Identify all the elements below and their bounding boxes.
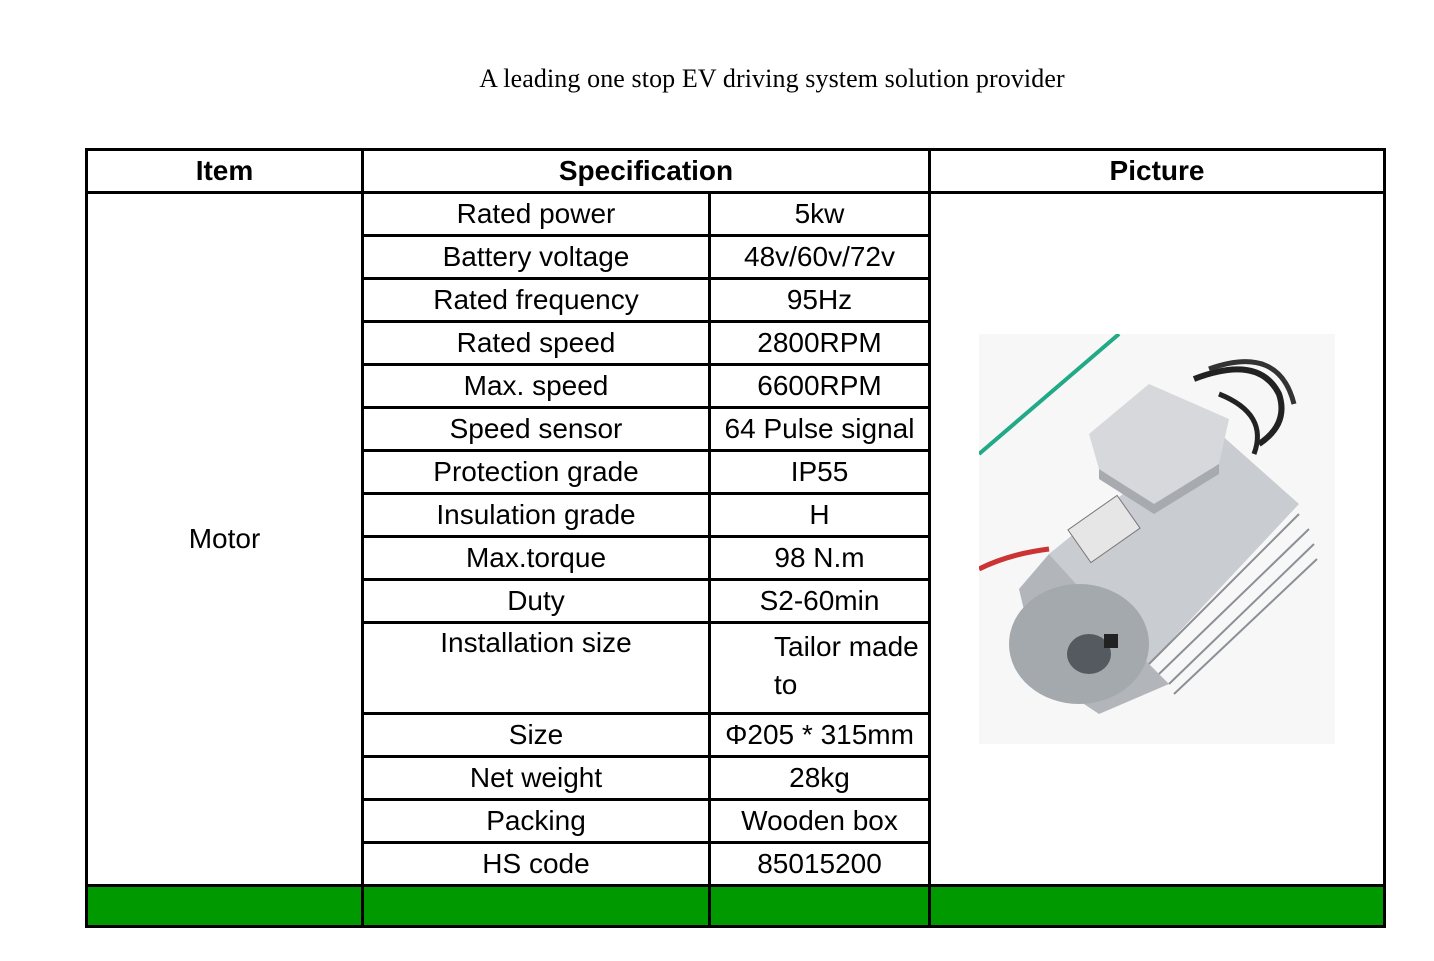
spec-name: Protection grade xyxy=(363,451,710,494)
spec-value: 95Hz xyxy=(710,279,930,322)
spec-name: Insulation grade xyxy=(363,494,710,537)
spec-name: Max. speed xyxy=(363,365,710,408)
item-cell-motor: Motor xyxy=(87,193,363,886)
spec-value: 6600RPM xyxy=(710,365,930,408)
spec-value: Wooden box xyxy=(710,800,930,843)
spec-value: IP55 xyxy=(710,451,930,494)
spec-value: 98 N.m xyxy=(710,537,930,580)
spec-name: Duty xyxy=(363,580,710,623)
spec-value: Φ205 * 315mm xyxy=(710,714,930,757)
spec-name: Rated speed xyxy=(363,322,710,365)
spec-value: 28kg xyxy=(710,757,930,800)
spec-table xyxy=(85,148,1386,928)
spec-name: Size xyxy=(363,714,710,757)
spec-name: HS code xyxy=(363,843,710,886)
footer-cell xyxy=(87,886,363,927)
footer-cell xyxy=(710,886,930,927)
picture-cell xyxy=(930,193,1385,886)
spec-value: H xyxy=(710,494,930,537)
motor-photo xyxy=(979,334,1335,744)
spec-name: Packing xyxy=(363,800,710,843)
spec-name: Rated frequency xyxy=(363,279,710,322)
spec-value: 5kw xyxy=(710,193,930,236)
table-header-row xyxy=(87,150,1385,193)
spec-name: Installation size xyxy=(363,623,710,714)
spec-name: Rated power xyxy=(363,193,710,236)
spec-name: Speed sensor xyxy=(363,408,710,451)
column-header-item: Item xyxy=(87,150,363,193)
spec-value: 85015200 xyxy=(710,843,930,886)
spec-value: S2-60min xyxy=(710,580,930,623)
spec-value: Tailor made to xyxy=(710,623,930,714)
column-header-specification: Specification xyxy=(363,150,930,193)
spec-value: 48v/60v/72v xyxy=(710,236,930,279)
page-subtitle: A leading one stop EV driving system solution provider xyxy=(479,64,1065,93)
spec-name: Max.torque xyxy=(363,537,710,580)
column-header-picture: Picture xyxy=(930,150,1385,193)
spec-value: 64 Pulse signal xyxy=(710,408,930,451)
table-row xyxy=(87,193,1385,236)
table-footer-row xyxy=(87,886,1385,927)
footer-cell xyxy=(930,886,1385,927)
spec-value: 2800RPM xyxy=(710,322,930,365)
footer-cell xyxy=(363,886,710,927)
spec-name: Battery voltage xyxy=(363,236,710,279)
spec-name: Net weight xyxy=(363,757,710,800)
